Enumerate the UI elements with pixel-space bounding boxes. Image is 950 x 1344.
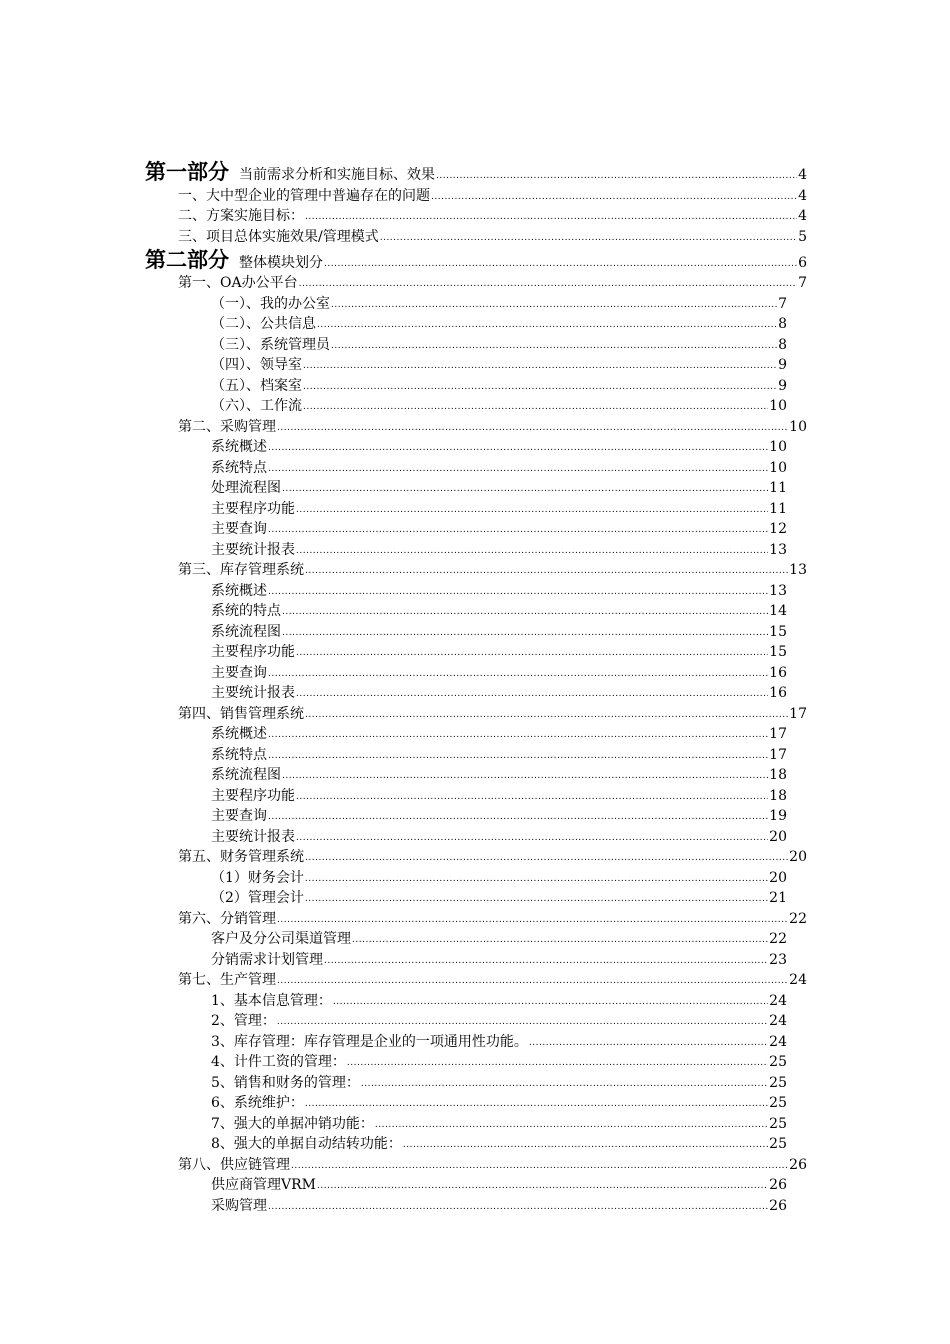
toc-entry[interactable] <box>0 702 950 723</box>
toc-entry[interactable] <box>0 559 950 580</box>
toc-entry-title: （五）、档案室 <box>211 377 302 394</box>
toc-dot-leader <box>296 791 768 803</box>
toc-part-label: 第二部分 <box>145 247 229 272</box>
toc-page-number: 16 <box>769 685 787 701</box>
toc-page-number: 22 <box>789 910 807 927</box>
toc-page-number: 14 <box>769 603 787 619</box>
toc-entry-title: 主要程序功能 <box>211 787 295 804</box>
toc-entry[interactable] <box>0 907 950 928</box>
toc-page-number: 19 <box>769 808 787 824</box>
toc-entry[interactable] <box>0 805 950 826</box>
toc-page-number: 8 <box>778 336 787 353</box>
toc-page-number: 22 <box>769 931 787 947</box>
toc-dot-leader <box>303 401 768 413</box>
toc-entry[interactable] <box>0 354 950 375</box>
toc-entry[interactable] <box>0 825 950 846</box>
toc-dot-leader <box>324 258 797 270</box>
toc-entry-title: 第五、财务管理系统 <box>178 849 304 865</box>
toc-entry[interactable] <box>0 989 950 1010</box>
toc-page-number: 24 <box>769 992 787 1009</box>
toc-entry[interactable] <box>0 518 950 539</box>
toc-entry-title: 当前需求分析和实施目标、效果 <box>239 167 435 183</box>
toc-entry-title: （一）、我的办公室 <box>211 295 330 312</box>
toc-page-number: 17 <box>789 705 807 722</box>
toc-entry-title: 系统流程图 <box>211 767 281 783</box>
toc-page-number: 10 <box>789 418 807 435</box>
toc-entry-title: （三）、系统管理员 <box>211 336 330 353</box>
toc-entry-title: 主要查询 <box>211 664 267 681</box>
toc-entry-title: 系统流程图 <box>211 623 281 640</box>
toc-dot-leader <box>296 647 768 659</box>
toc-page-number: 26 <box>769 1197 787 1214</box>
toc-entry[interactable] <box>0 928 950 949</box>
toc-page-number: 24 <box>769 1013 787 1029</box>
toc-part-entry[interactable] <box>0 158 950 184</box>
toc-page-number: 4 <box>798 187 807 204</box>
toc-entry[interactable] <box>0 456 950 477</box>
toc-dot-leader <box>299 278 797 290</box>
toc-entry-title: 供应商管理VRM <box>211 1177 316 1193</box>
toc-dot-leader <box>277 1016 768 1028</box>
toc-dot-leader <box>268 750 768 762</box>
toc-entry[interactable] <box>0 436 950 457</box>
toc-entry-title: （四）、领导室 <box>211 357 302 373</box>
toc-entry[interactable] <box>0 969 950 990</box>
toc-entry[interactable] <box>0 1153 950 1174</box>
toc-dot-leader <box>282 770 768 782</box>
toc-entry[interactable] <box>0 723 950 744</box>
toc-dot-leader <box>317 1180 768 1192</box>
toc-entry-title: 第七、生产管理 <box>178 972 276 988</box>
toc-dot-leader <box>296 545 768 557</box>
toc-dot-leader <box>403 1139 768 1151</box>
toc-dot-leader <box>296 688 768 700</box>
toc-dot-leader <box>352 934 768 946</box>
toc-dot-leader <box>305 893 768 905</box>
toc-page-number: 4 <box>798 167 807 183</box>
toc-entry[interactable] <box>0 1030 950 1051</box>
toc-page-number: 16 <box>769 664 787 681</box>
toc-entry-title: 主要统计报表 <box>211 541 295 558</box>
toc-dot-leader <box>305 873 768 885</box>
toc-entry-title: 第六、分销管理 <box>178 910 276 927</box>
toc-entry[interactable] <box>0 1092 950 1113</box>
toc-entry[interactable] <box>0 313 950 334</box>
toc-page-number: 9 <box>778 357 787 373</box>
toc-entry[interactable] <box>0 1194 950 1215</box>
toc-entry[interactable] <box>0 846 950 867</box>
toc-entry[interactable] <box>0 184 950 205</box>
toc-dot-leader <box>282 483 768 495</box>
toc-page-number: 26 <box>769 1177 787 1193</box>
toc-entry[interactable] <box>0 225 950 246</box>
toc-dot-leader <box>277 914 788 926</box>
toc-entry-title: 第一、OA办公平台 <box>178 275 298 291</box>
toc-part-entry[interactable] <box>0 246 950 272</box>
toc-dot-leader <box>268 586 768 598</box>
toc-entry-title: 5、销售和财务的管理： <box>211 1074 360 1091</box>
toc-dot-leader <box>431 191 797 203</box>
toc-page-number: 13 <box>789 562 807 578</box>
toc-page-number: 25 <box>769 1115 787 1132</box>
toc-page-number: 18 <box>769 767 787 783</box>
toc-entry[interactable] <box>0 682 950 703</box>
toc-entry[interactable] <box>0 205 950 226</box>
toc-entry[interactable] <box>0 1133 950 1154</box>
toc-dot-leader <box>268 729 768 741</box>
toc-entry[interactable] <box>0 538 950 559</box>
toc-page-number: 25 <box>769 1136 787 1152</box>
toc-entry-title: 主要统计报表 <box>211 828 295 845</box>
toc-entry-title: （1）财务会计 <box>211 869 304 886</box>
toc-entry-title: 第四、销售管理系统 <box>178 705 304 722</box>
toc-page-number: 24 <box>789 972 807 988</box>
toc-page-number: 20 <box>789 849 807 865</box>
toc-entry[interactable] <box>0 1051 950 1072</box>
toc-page-number: 25 <box>769 1054 787 1070</box>
toc-entry[interactable] <box>0 784 950 805</box>
toc-dot-leader <box>282 606 768 618</box>
toc-dot-leader <box>268 463 768 475</box>
toc-dot-leader <box>529 1037 768 1049</box>
toc-dot-leader <box>317 319 777 331</box>
toc-page-number: 7 <box>778 295 787 312</box>
toc-page-number: 25 <box>769 1074 787 1091</box>
toc-page-number: 26 <box>789 1156 807 1173</box>
toc-page-number: 20 <box>769 828 787 845</box>
toc-page-number: 10 <box>769 439 787 455</box>
toc-dot-leader <box>296 504 768 516</box>
toc-page-number: 8 <box>778 316 787 332</box>
toc-dot-leader <box>324 955 768 967</box>
toc-entry[interactable] <box>0 415 950 436</box>
toc-entry-title: 系统概述 <box>211 582 267 599</box>
toc-page-number: 4 <box>798 208 807 224</box>
toc-entry[interactable] <box>0 764 950 785</box>
toc-entry[interactable] <box>0 497 950 518</box>
toc-dot-leader <box>305 1098 768 1110</box>
toc-page-number: 13 <box>769 582 787 599</box>
toc-entry-title: 处理流程图 <box>211 480 281 496</box>
toc-entry-title: 3、库存管理：库存管理是企业的一项通用性功能。 <box>211 1033 528 1050</box>
toc-entry-title: 系统概述 <box>211 439 267 455</box>
toc-entry[interactable] <box>0 579 950 600</box>
toc-page-number: 24 <box>769 1033 787 1050</box>
toc-dot-leader <box>305 709 788 721</box>
toc-dot-leader <box>333 996 768 1008</box>
toc-dot-leader <box>291 1160 788 1172</box>
toc-entry[interactable] <box>0 1174 950 1195</box>
toc-entry-title: 主要程序功能 <box>211 500 295 517</box>
toc-dot-leader <box>331 340 777 352</box>
toc-page-number: 10 <box>769 398 787 414</box>
toc-entry[interactable] <box>0 600 950 621</box>
toc-entry-title: 4、计件工资的管理： <box>211 1054 346 1070</box>
toc-dot-leader <box>268 1201 768 1213</box>
toc-entry[interactable] <box>0 477 950 498</box>
toc-entry[interactable] <box>0 743 950 764</box>
toc-dot-leader <box>305 852 788 864</box>
toc-entry-title: 主要查询 <box>211 808 267 824</box>
toc-entry-title: （2）管理会计 <box>211 890 304 906</box>
toc-entry-title: 2、管理： <box>211 1013 276 1029</box>
toc-entry-title: 主要查询 <box>211 521 267 537</box>
toc-page-number: 6 <box>798 254 807 271</box>
toc-dot-leader <box>305 565 788 577</box>
toc-page-number: 12 <box>769 521 787 537</box>
toc-entry[interactable] <box>0 272 950 293</box>
toc-entry-title: 8、强大的单据自动结转功能： <box>211 1136 402 1152</box>
toc-entry[interactable] <box>0 1010 950 1031</box>
toc-entry-title: （二）、公共信息 <box>211 316 316 332</box>
toc-page-number: 5 <box>798 228 807 245</box>
toc-dot-leader <box>277 422 788 434</box>
toc-entry[interactable] <box>0 661 950 682</box>
toc-entry[interactable] <box>0 1071 950 1092</box>
toc-dot-leader <box>305 211 797 223</box>
toc-entry[interactable] <box>0 887 950 908</box>
toc-dot-leader <box>380 232 797 244</box>
toc-entry[interactable] <box>0 866 950 887</box>
toc-entry[interactable] <box>0 292 950 313</box>
toc-dot-leader <box>347 1057 768 1069</box>
toc-page-number: 21 <box>769 890 787 906</box>
toc-entry[interactable] <box>0 641 950 662</box>
toc-page-number: 15 <box>769 623 787 640</box>
toc-dot-leader <box>436 170 797 182</box>
toc-part-label: 第一部分 <box>145 160 229 184</box>
toc-dot-leader <box>282 627 768 639</box>
toc-dot-leader <box>268 811 768 823</box>
toc-entry-title: 三、项目总体实施效果/管理模式 <box>178 228 379 245</box>
toc-page-number: 11 <box>769 480 787 496</box>
toc-dot-leader <box>268 668 768 680</box>
toc-entry[interactable] <box>0 374 950 395</box>
toc-page-number: 25 <box>769 1095 787 1111</box>
toc-dot-leader <box>268 524 768 536</box>
toc-entry-title: 采购管理 <box>211 1197 267 1214</box>
toc-dot-leader <box>277 975 788 987</box>
toc-entry-title: 6、系统维护： <box>211 1095 304 1111</box>
toc-entry[interactable] <box>0 1112 950 1133</box>
toc-entry-title: 系统概述 <box>211 726 267 742</box>
toc-entry-title: 系统特点 <box>211 746 267 763</box>
toc-entry-title: 主要程序功能 <box>211 644 295 660</box>
toc-dot-leader <box>303 360 777 372</box>
toc-entry[interactable] <box>0 395 950 416</box>
toc-page-number: 15 <box>769 644 787 660</box>
toc-entry-title: 二、方案实施目标： <box>178 208 304 224</box>
toc-page-number: 13 <box>769 541 787 558</box>
toc-dot-leader <box>361 1078 768 1090</box>
table-of-contents <box>0 158 950 1215</box>
toc-dot-leader <box>296 832 768 844</box>
toc-entry[interactable] <box>0 620 950 641</box>
toc-entry-title: 第八、供应链管理 <box>178 1156 290 1173</box>
toc-page-number: 20 <box>769 869 787 886</box>
toc-entry-title: 一、大中型企业的管理中普遍存在的问题 <box>178 187 430 204</box>
toc-entry-title: （六）、工作流 <box>211 398 302 414</box>
toc-entry-title: 整体模块划分 <box>239 254 323 271</box>
toc-page-number: 23 <box>769 951 787 968</box>
toc-entry-title: 7、强大的单据冲销功能： <box>211 1115 374 1132</box>
toc-entry-title: 系统特点 <box>211 459 267 476</box>
toc-entry-title: 客户及分公司渠道管理 <box>211 931 351 947</box>
toc-entry-title: 分销需求计划管理 <box>211 951 323 968</box>
toc-entry[interactable] <box>0 333 950 354</box>
toc-dot-leader <box>331 299 777 311</box>
toc-page-number: 7 <box>798 275 807 291</box>
toc-page-number: 11 <box>769 500 787 517</box>
toc-page-number: 10 <box>769 459 787 476</box>
toc-page-number: 17 <box>769 726 787 742</box>
toc-page-number: 9 <box>778 377 787 394</box>
toc-entry-title: 系统的特点 <box>211 603 281 619</box>
toc-entry[interactable] <box>0 948 950 969</box>
toc-entry-title: 第三、库存管理系统 <box>178 562 304 578</box>
toc-entry-title: 1、基本信息管理： <box>211 992 332 1009</box>
toc-entry-title: 主要统计报表 <box>211 685 295 701</box>
toc-entry-title: 第二、采购管理 <box>178 418 276 435</box>
toc-dot-leader <box>303 381 777 393</box>
toc-page-number: 17 <box>769 746 787 763</box>
toc-dot-leader <box>268 442 768 454</box>
toc-dot-leader <box>375 1119 768 1131</box>
toc-page-number: 18 <box>769 787 787 804</box>
